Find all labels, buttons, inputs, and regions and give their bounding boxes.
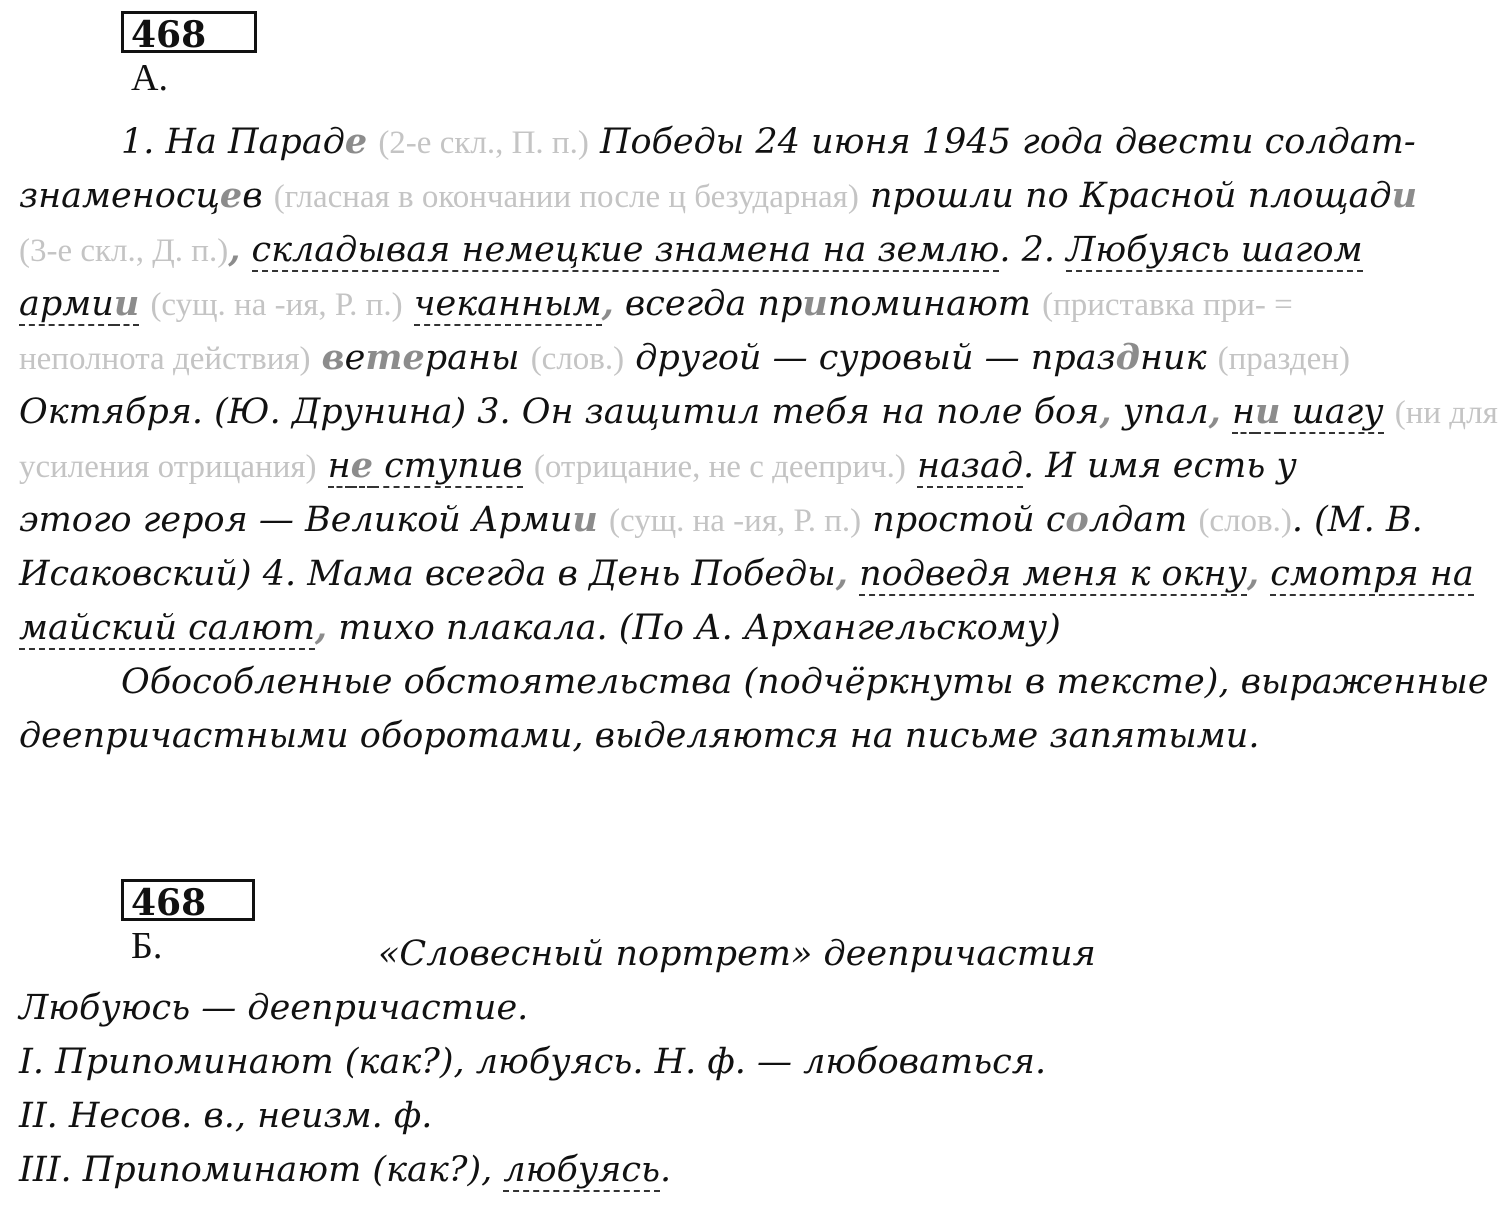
spelling-highlight: и [113, 283, 140, 324]
text-run [1221, 392, 1232, 432]
text-run: Победы 24 июня 1945 года двести солдат- [588, 122, 1416, 162]
text-run: Октября. (Ю. Друнина) 3. Он защитил тебя на поле боя [19, 392, 1100, 432]
text-line [19, 709, 1259, 763]
spelling-highlight: д [1115, 337, 1140, 378]
spelling-highlight: , [601, 283, 614, 324]
text-run [367, 122, 378, 162]
underlined-phrase: чеканным [413, 284, 602, 324]
spelling-highlight: в [321, 337, 345, 378]
text-line [19, 1089, 432, 1143]
exercise-letter: А. [131, 57, 168, 99]
spelling-highlight: е [402, 337, 425, 378]
grammar-note: (гласная в окончании после ц безударная) [273, 179, 859, 215]
text-run: II. Несов. в., неизм. ф. [19, 1096, 433, 1136]
underlined-phrase: назад [916, 446, 1024, 486]
spelling-highlight: и [1391, 175, 1418, 216]
text-run: лдат [1088, 500, 1199, 540]
text-line [19, 981, 528, 1035]
exercise-number-box [121, 11, 257, 99]
underlined-phrase: подведя меня к окну [859, 554, 1247, 594]
text-line [19, 169, 1417, 223]
text-run: другой — суровый — праз [624, 338, 1116, 378]
spelling-highlight: , [228, 229, 241, 270]
underlined-phrase: шагу [1280, 392, 1384, 432]
text-line [19, 1035, 1046, 1089]
text-run: в [242, 176, 274, 216]
grammar-note: (3-е скл., Д. п.) [19, 233, 229, 269]
text-run: знаменосц [19, 176, 220, 216]
text-run: Обособленные обстоятельства (подчёркнуты в тексте), выраженные [121, 662, 1489, 702]
text-line [19, 439, 1297, 493]
text-line [19, 547, 1474, 601]
text-run: III. Припоминают (как?), [19, 1150, 504, 1190]
text-run: упал [1111, 392, 1209, 432]
spelling-highlight: и [1255, 391, 1281, 432]
spelling-highlight: о [1065, 499, 1089, 540]
text-run [403, 284, 414, 324]
text-run: прошли по Красной площад [858, 176, 1392, 216]
text-run: раны [424, 338, 531, 378]
spelling-highlight: и [802, 283, 828, 324]
text-run [311, 338, 322, 378]
text-line [19, 277, 1293, 331]
spelling-highlight: , [1099, 391, 1112, 432]
spelling-highlight: , [314, 607, 328, 648]
grammar-note: (слов.) [1198, 503, 1292, 539]
spelling-highlight: е [350, 445, 373, 486]
underlined-phrase: складывая немецкие знамена на землю [251, 230, 1000, 270]
section-title: «Словесный портрет» деепричастия [378, 934, 1096, 974]
text-run [317, 446, 328, 486]
grammar-note: (слов.) [530, 341, 625, 377]
text-run: 1. На Парад [121, 122, 345, 162]
grammar-note: (2-е скл., П. п.) [378, 125, 589, 161]
text-run: . [660, 1150, 672, 1190]
text-line [121, 655, 1489, 709]
spelling-highlight: е [219, 175, 243, 216]
underlined-phrase: арми [19, 284, 114, 324]
text-run: этого героя — Великой Арми [19, 500, 573, 540]
text-run: простой с [861, 500, 1066, 540]
text-run: тихо плакала. (По А. Архангельскому) [327, 608, 1061, 648]
spelling-highlight: , [835, 553, 848, 594]
text-run [523, 446, 534, 486]
text-run [1384, 392, 1395, 432]
exercise-letter: Б. [131, 925, 163, 967]
underlined-phrase: майский салют [19, 608, 315, 648]
text-run [1259, 554, 1270, 594]
exercise-number: 468 [131, 14, 207, 56]
exercise-number: 468 [131, 882, 207, 924]
text-run: Исаковский) 4. Мама всегда в День Победы [19, 554, 836, 594]
exercise-number-box [121, 879, 255, 967]
text-run: . (М. В. [1291, 500, 1423, 540]
text-run: ник [1140, 338, 1218, 378]
text-run [906, 446, 917, 486]
text-run: I. Припоминают (как?), любуясь. Н. ф. — любоваться. [19, 1042, 1047, 1082]
grammar-note: неполнота действия) [19, 341, 311, 377]
underlined-phrase: любуясь [503, 1150, 661, 1190]
grammar-note: (сущ. на -ия, Р. п.) [150, 287, 403, 323]
underlined-phrase: ступив [373, 446, 523, 486]
text-line [19, 223, 1363, 277]
text-run: деепричастными оборотами, выделяются на письме запятыми. [19, 716, 1260, 756]
text-run [848, 554, 859, 594]
spelling-highlight: , [1208, 391, 1221, 432]
text-run: е [344, 338, 366, 378]
text-line [19, 601, 1061, 655]
text-line [19, 331, 1350, 385]
text-run [240, 230, 251, 270]
underlined-phrase: н [327, 446, 351, 486]
grammar-note: (приставка при- = [1042, 287, 1293, 323]
grammar-note: усиления отрицания) [19, 449, 317, 485]
spelling-highlight: е [344, 121, 368, 162]
text-run: всегда пр [613, 284, 803, 324]
text-run: . И имя есть у [1023, 446, 1297, 486]
underlined-phrase: Любуясь шагом [1066, 230, 1363, 270]
underlined-phrase: смотря на [1270, 554, 1474, 594]
grammar-note: (отрицание, не с дееприч.) [533, 449, 906, 485]
text-line [19, 493, 1423, 547]
text-run: поминают [827, 284, 1043, 324]
spelling-highlight: т [365, 337, 403, 378]
text-run: . 2. [999, 230, 1067, 270]
text-run [598, 500, 609, 540]
underlined-phrase: н [1231, 392, 1256, 432]
spelling-highlight: и [572, 499, 598, 540]
text-line [19, 385, 1498, 439]
grammar-note: (сущ. на -ия, Р. п.) [609, 503, 862, 539]
text-line [121, 115, 1416, 169]
grammar-note: (празден) [1217, 341, 1350, 377]
text-run [139, 284, 150, 324]
text-line [19, 1143, 671, 1197]
text-run: Любуюсь — деепричастие. [19, 988, 529, 1028]
spelling-highlight: , [1246, 553, 1260, 594]
grammar-note: (ни для [1394, 395, 1498, 431]
